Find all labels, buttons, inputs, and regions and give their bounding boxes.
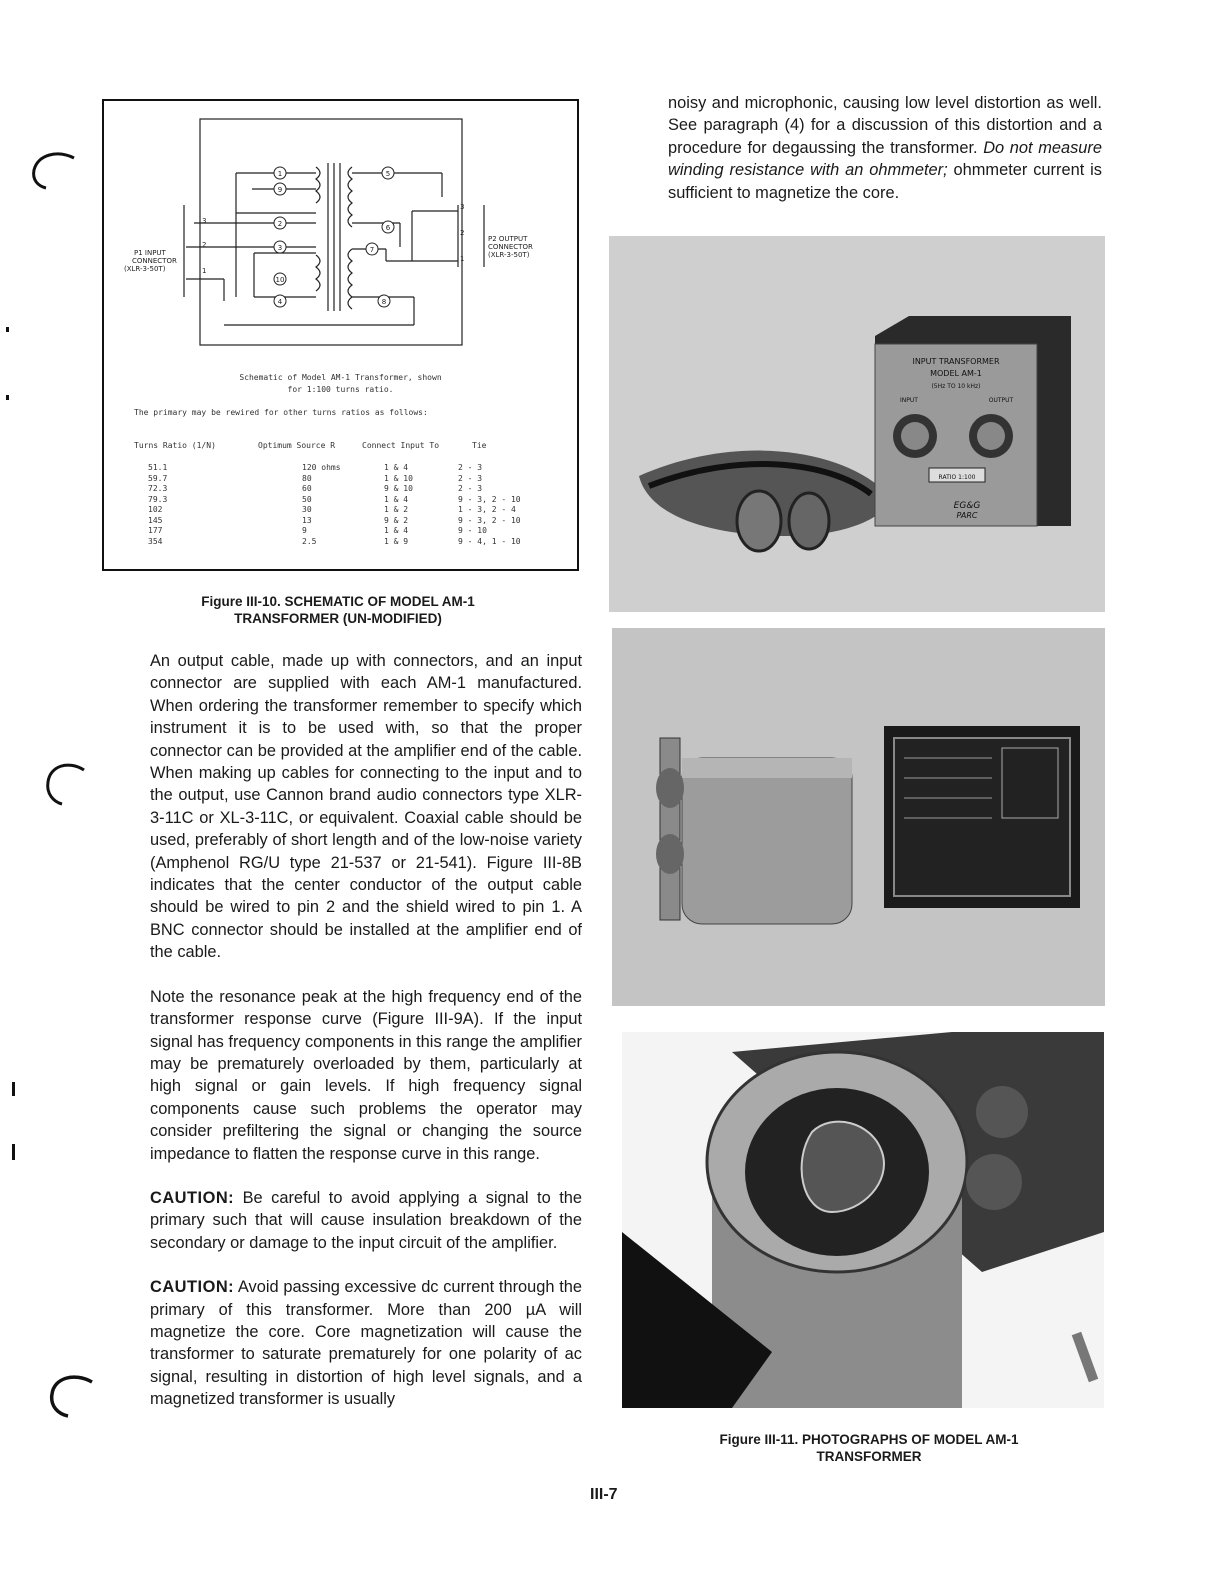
table-cell: 1 & 9: [384, 536, 409, 546]
svg-text:3: 3: [460, 203, 465, 211]
brand-label: EG&G: [953, 501, 981, 511]
caption-line: Figure III-11. PHOTOGRAPHS OF MODEL AM-1: [719, 1432, 1019, 1447]
rewire-note: The primary may be rewired for other turns ratios as follows:: [134, 408, 428, 417]
caution-paragraph: [150, 1276, 582, 1410]
caution-text: Be careful to avoid applying a signal to the primary such that will cause insulation breakdown of the secondary or damage to the input circuit of the amplifier.: [150, 1188, 582, 1252]
text-run: noisy and microphonic, causing low level distortion as well. See paragraph (4) for a discussion of this distortion and a procedure for degaussing the transformer.: [668, 94, 1102, 157]
output-connector-label: (XLR-3-50T): [488, 251, 530, 259]
svg-text:1: 1: [202, 267, 207, 275]
table-cell: 2 - 3: [458, 463, 483, 472]
table-cell: 50: [302, 494, 312, 504]
scan-dot: [12, 1082, 15, 1096]
table-cell: 1 & 10: [384, 473, 413, 483]
table-cell: 9 & 2: [384, 515, 409, 525]
figure-11-caption: [684, 1431, 1054, 1465]
brand-label: PARC: [956, 511, 978, 520]
table-cell: 2.5: [302, 536, 317, 546]
photo-transformer-box: [609, 236, 1105, 612]
svg-text:3: 3: [202, 217, 207, 225]
svg-text:2: 2: [202, 241, 207, 249]
scan-dot: [6, 327, 9, 332]
table-cell: 9 & 10: [384, 484, 413, 493]
text-run: ohmmeter current is sufficient to magnetize the core.: [668, 161, 1102, 202]
table-cell: 102: [148, 505, 163, 514]
table-cell: 9 - 3, 2 - 10: [458, 494, 521, 504]
table-cell: 59.7: [148, 473, 168, 483]
table-cell: 9 - 3, 2 - 10: [458, 515, 521, 525]
pin-label: 2: [277, 220, 283, 228]
table-cell: 80: [302, 473, 312, 483]
schematic-caption: for 1:100 turns ratio.: [287, 385, 394, 394]
pin-label: 3: [277, 244, 283, 252]
paragraph: An output cable, made up with connectors, and an input connector are supplied with each AM-1 manufactured. When ordering the transformer remember to specify which instrument it is to be used with, so that the proper connector can be provided at the amplifier end of the cable. When making up cables for connecting to the input and to the output, use Cannon brand audio connectors type XLR-3-11C or XL-3-11C, or equivalent. Coaxial cable should be used, preferably of short length and of the low-noise variety (Amphenol RG/U type 21-537 or 21-541). Figure III-8B indicates that the center conductor of the output cable should be wired to pin 2 and the shield wired to pin 1. A BNC connector should be installed at the amplifier end of the cable.: [150, 652, 582, 962]
photo-transformer-core: [612, 628, 1105, 1006]
box-label: INPUT TRANSFORMER: [912, 357, 1000, 366]
table-cell: 177: [148, 526, 163, 535]
table-cell: 120 ohms: [302, 463, 341, 472]
table-cell: 30: [302, 505, 312, 514]
ratio-label: RATIO 1:100: [938, 474, 976, 481]
table-cell: 60: [302, 484, 312, 493]
pin-label: 6: [385, 224, 391, 232]
table-cell: 9: [302, 526, 307, 535]
input-label: INPUT: [900, 397, 918, 404]
table-cell: 1 & 4: [384, 463, 409, 472]
pin-label: 9: [277, 186, 283, 194]
table-header: Turns Ratio (1/N): [134, 441, 216, 450]
table-cell: 354: [148, 536, 163, 546]
table-cell: 145: [148, 515, 163, 525]
pin-label: 8: [381, 298, 387, 306]
caution-paragraph: [150, 1187, 582, 1254]
right-column: [668, 92, 1102, 226]
pin-label: 5: [385, 170, 391, 178]
scan-dot: [12, 1144, 15, 1160]
table-cell: 1 & 2: [384, 505, 409, 514]
input-connector-label: CONNECTOR: [132, 257, 177, 265]
scan-dot: [6, 395, 9, 400]
page-number: III-7: [590, 1486, 618, 1503]
scan-mark-top: [28, 150, 76, 190]
svg-text:2: 2: [460, 229, 465, 237]
table-cell: 51.1: [148, 463, 168, 472]
table-header: Connect Input To: [362, 441, 440, 450]
caption-line: TRANSFORMER: [816, 1449, 922, 1464]
pin-label: 1: [277, 170, 283, 178]
paragraph: [668, 92, 1102, 204]
input-connector-label: P1 INPUT: [134, 249, 166, 257]
caution-text: Avoid passing excessive dc current through the primary of this transformer. More than 200 µA will magnetize the core. Core magnetization will cause the transformer to saturate prematurely for one polarity of ac signal, resulting in distortion of high level signals, and a magnetized transformer is usually: [150, 1278, 582, 1409]
schematic-figure: [102, 99, 579, 571]
left-column: [150, 650, 582, 1433]
table-header: Optimum Source R: [258, 441, 336, 450]
pin-label: 4: [277, 298, 283, 306]
table-cell: 1 & 4: [384, 494, 409, 504]
output-connector-label: CONNECTOR: [488, 243, 533, 251]
transformer-schematic: [104, 101, 577, 361]
photo-transformer-open: [622, 1032, 1104, 1408]
svg-text:1: 1: [460, 255, 465, 263]
caption-line: TRANSFORMER (UN-MODIFIED): [234, 611, 442, 626]
schematic-caption: Schematic of Model AM-1 Transformer, shown: [239, 373, 442, 382]
output-label: OUTPUT: [988, 397, 1014, 404]
caution-label: CAUTION:: [150, 1188, 235, 1207]
input-connector-label: (XLR-3-50T): [124, 265, 166, 273]
photo-drawing: [622, 1032, 1104, 1408]
scan-mark-middle: [40, 760, 88, 806]
table-cell: 13: [302, 515, 312, 525]
pin-label: 10: [275, 276, 285, 284]
italic-warning: Do not measure winding resistance with an ohmmeter;: [668, 138, 1102, 180]
paragraph: Note the resonance peak at the high frequency end of the transformer response curve (Figure III-9A). If the input signal has frequency components in this range the amplifier may be prematurely overloaded by them, particularly at high signal or gain levels. If high frequency signal components cause such problems the operator may consider prefiltering the signal or changing the source impedance to flatten the response curve in this range.: [150, 987, 582, 1163]
scan-mark-bottom: [42, 1372, 96, 1418]
box-label: MODEL AM-1: [930, 369, 982, 378]
figure-10-caption: [150, 593, 526, 627]
table-cell: 79.3: [148, 494, 168, 504]
output-connector-label: P2 OUTPUT: [488, 235, 528, 243]
table-cell: 9 - 10: [458, 526, 487, 535]
caption-line: Figure III-10. SCHEMATIC OF MODEL AM-1: [201, 594, 475, 609]
box-label: (5Hz TO 10 kHz): [931, 383, 981, 390]
table-cell: 72.3: [148, 484, 168, 493]
table-cell: 1 - 3, 2 - 4: [458, 505, 516, 514]
caution-label: CAUTION:: [150, 1278, 235, 1297]
table-cell: 2 - 3: [458, 473, 483, 483]
table-cell: 9 - 4, 1 - 10: [458, 536, 521, 546]
table-cell: 2 - 3: [458, 484, 483, 493]
table-cell: 1 & 4: [384, 526, 409, 535]
table-header: Tie: [472, 441, 487, 450]
photo-drawing: [609, 236, 1105, 612]
pin-label: 7: [369, 246, 375, 254]
photo-drawing: [612, 628, 1105, 1006]
